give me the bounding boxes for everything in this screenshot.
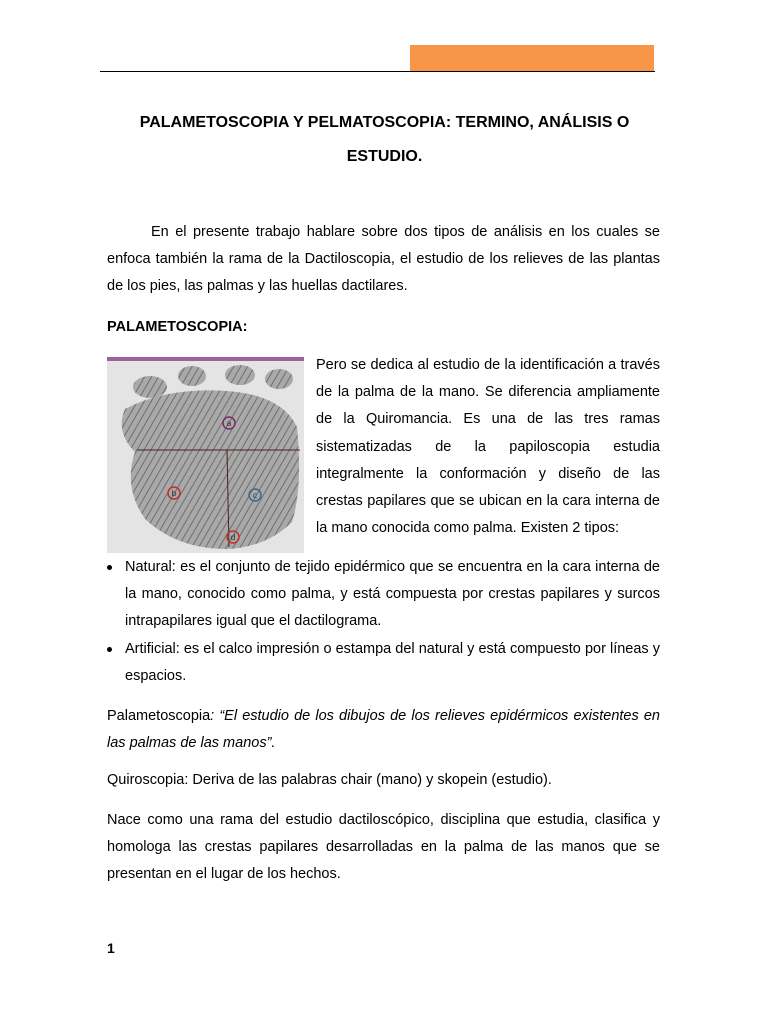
- origin-paragraph: Nace como una rama del estudio dactiloscópico, disciplina que estudia, clasifica y homologa las crestas papilares desarrolladas en la palma de las manos que se presentan en el lugar de los hechos.: [107, 812, 660, 883]
- intro-paragraph: En el presente trabajo hablare sobre dos tipos de análisis en los cuales se enfoca también la rama de la Dactiloscopia, el estudio de los relieves de las plantas de los pies, las palmas y las huellas dactilares.: [107, 224, 660, 295]
- palm-print-figure: [107, 357, 304, 553]
- definition-paragraph: [107, 703, 660, 757]
- types-list: [107, 554, 660, 690]
- palm-label-d: d: [230, 533, 236, 542]
- title-line-1: PALAMETOSCOPIA Y PELMATOSCOPIA: TERMINO, ANÁLISIS O: [139, 114, 630, 131]
- document-title: [107, 106, 662, 174]
- definition-colon: :: [210, 708, 215, 724]
- list-item: [107, 554, 660, 636]
- bullet-text-artificial: Artificial: es el calco impresión o estampa del natural y está compuesto por líneas y espacios.: [125, 640, 660, 684]
- palametoscopia-description: Pero se dedica al estudio de la identificación a través de la palma de la mano. Se diferencia ampliamente de la Quiromancia. Es una de las tres ramas sistematizadas de la papiloscopia estudia integralmente la conformación y diseño de las crestas papilares que se ubican en la cara interna de la mano conocida como palma. Existen 2 tipos:: [316, 357, 660, 537]
- definition-quote: “El estudio de los dibujos de los relieves epidérmicos existentes en las palmas de las manos”.: [107, 708, 660, 752]
- palm-label-b: b: [171, 489, 177, 498]
- bullet-icon: [107, 647, 112, 652]
- quiroscopia-paragraph: Quiroscopia: Deriva de las palabras chair (mano) y skopein (estudio).: [107, 772, 552, 788]
- palm-label-a: a: [226, 419, 232, 428]
- title-line-2: ESTUDIO.: [346, 148, 423, 165]
- bullet-icon: [107, 565, 112, 570]
- header-rule: [100, 71, 655, 72]
- bullet-text-natural: Natural: es el conjunto de tejido epidérmico que se encuentra en la cara interna de la mano, conocido como palma, y está compuesta por crestas papilares y surcos intrapapilares igual que el dactilograma.: [125, 559, 660, 630]
- header-accent-bar: [410, 45, 654, 71]
- list-item: [107, 636, 660, 690]
- section-heading-palametoscopia: PALAMETOSCOPIA:: [107, 319, 248, 335]
- palm-print-image: [107, 357, 304, 553]
- definition-term: Palametoscopia: [107, 708, 211, 724]
- palm-label-c: c: [252, 491, 258, 500]
- page-number: 1: [107, 940, 115, 956]
